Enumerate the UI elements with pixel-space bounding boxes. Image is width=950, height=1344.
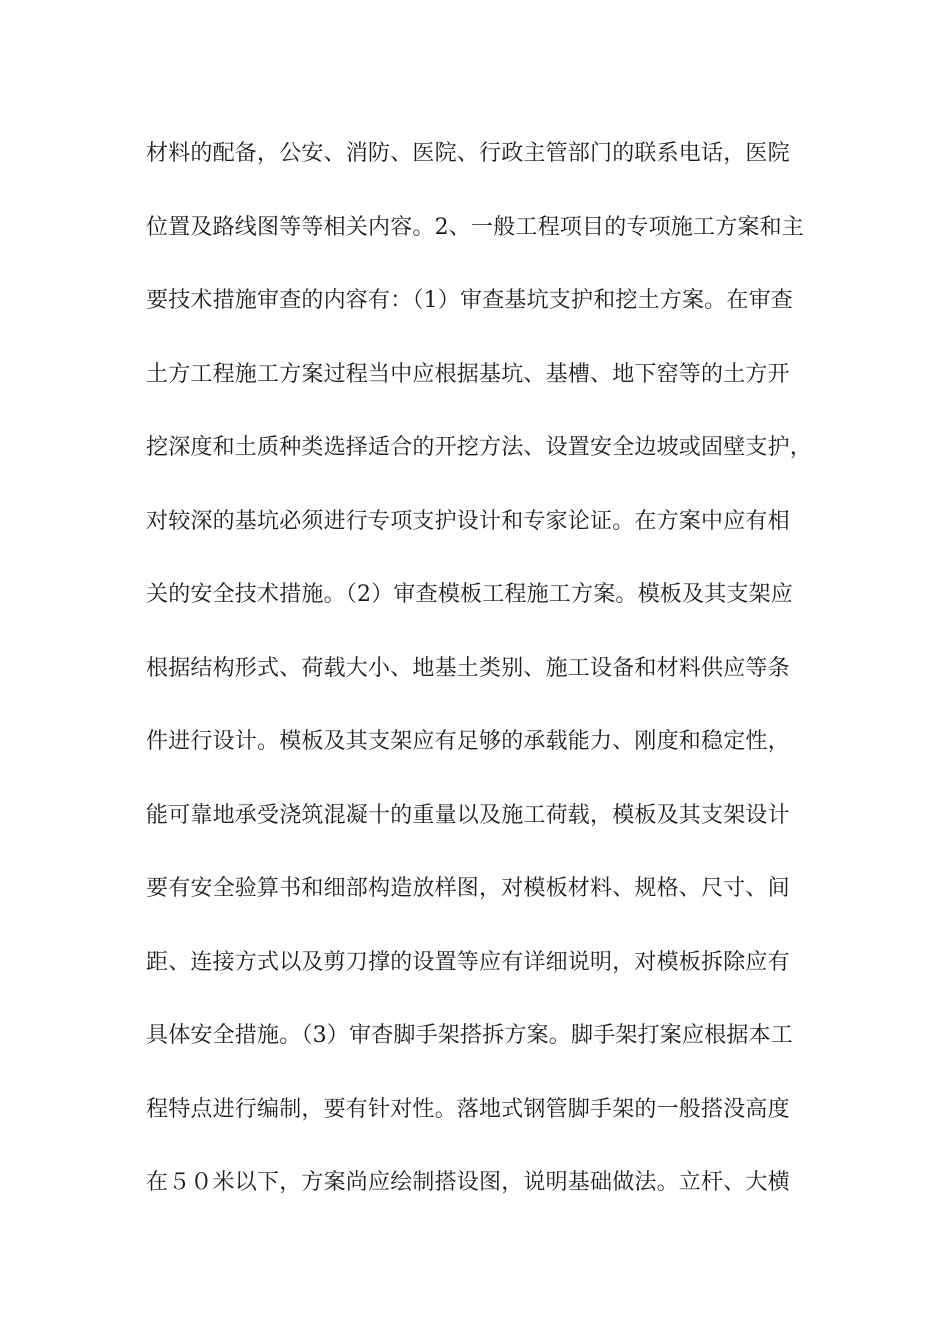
text-line: 关的安全技术措施。（2）审查模板工程施工方案。模板及其支架应 bbox=[146, 582, 793, 607]
text-line: 具体安全措施。（3）审杳脚手架搭拆方案。脚手架打案应根据本工 bbox=[146, 1023, 793, 1048]
text-line: 根据结构形式、荷载大小、地基土类别、施工设备和材料供应等条 bbox=[146, 655, 790, 681]
text-line: 能可靠地承受浇筑混凝十的重量以及施工荷载，模板及其支架设计 bbox=[146, 802, 790, 828]
text-line: 土方工程施工方案过程当中应根据基坑、基槽、地下窑等的土方开 bbox=[146, 361, 790, 387]
text-line: 材料的配备，公安、消防、医院、行政主管部门的联系电话，医院 bbox=[146, 141, 790, 166]
text-line: 要技术措施审查的内容有：（1）审查基坑支护和挖土方案。在审查 bbox=[146, 288, 793, 313]
text-line: 距、连接方式以及剪刀撑的设置等应有详细说明，对模板拆除应有 bbox=[146, 949, 790, 975]
text-line: 要有安全验算书和细部构造放样图，对模板材料、规格、尺寸、间 bbox=[146, 876, 790, 901]
text-line: 件进行设计。模板及其支架应有足够的承载能力、刚度和稳定性， bbox=[146, 729, 790, 754]
body-text bbox=[146, 138, 816, 1241]
text-line: 对较深的基坑必须进行专项支护设计和专家论证。在方案中应有相 bbox=[146, 508, 790, 534]
text-line: 挖深度和土质种类选择适合的开挖方法、设置安全边坡或固壁支护， bbox=[146, 435, 813, 460]
text-line: 位置及路线图等等相关内容。2、一般工程项目的专项施工方案和主 bbox=[146, 214, 804, 240]
text-line: 程特点进行编制，要有针对性。落地式钢管脚手架的一般搭没高度 bbox=[146, 1096, 790, 1122]
text-line: 在５０米以下，方案尚应绘制搭设图，说明基础做法。立杆、大横 bbox=[146, 1170, 790, 1195]
